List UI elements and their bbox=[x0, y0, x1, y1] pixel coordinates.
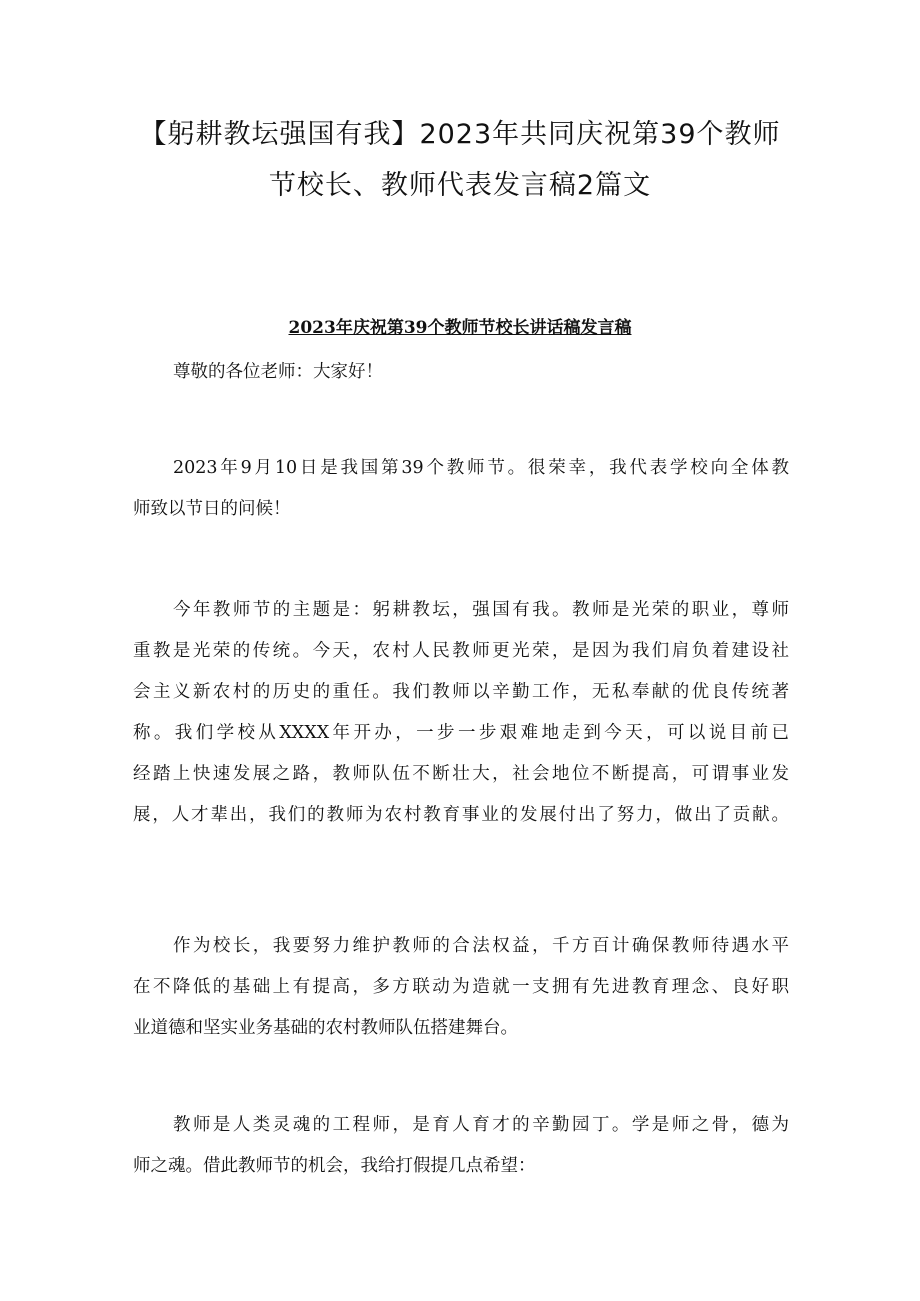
section-heading: 2023年庆祝第39个教师节校长讲话稿发言稿 bbox=[288, 318, 632, 338]
paragraph-line: 重教是光荣的传统。今天，农村人民教师更光荣，是因为我们肩负着建设社 bbox=[133, 641, 789, 661]
document-title-line-1: 【躬耕教坛强国有我】2023年共同庆祝第39个教师 bbox=[139, 119, 781, 150]
greeting-paragraph bbox=[133, 352, 789, 393]
paragraph-line: 展，人才辈出，我们的教师为农村教育事业的发展付出了努力，做出了贡献。 bbox=[133, 805, 789, 825]
paragraph-line: 2023年9月10日是我国第39个教师节。很荣幸，我代表学校向全体教 bbox=[173, 458, 789, 478]
paragraph-line: 经踏上快速发展之路，教师队伍不断壮大，社会地位不断提高，可谓事业发 bbox=[133, 764, 789, 784]
paragraph-line: 今年教师节的主题是：躬耕教坛，强国有我。教师是光荣的职业，尊师 bbox=[173, 600, 789, 620]
paragraph-line: 师致以节日的问候！ bbox=[133, 499, 291, 519]
paragraph-4 bbox=[133, 1105, 789, 1187]
paragraph-line: 在不降低的基础上有提高，多方联动为造就一支拥有先进教育理念、良好职 bbox=[133, 977, 789, 997]
paragraph-line: 教师是人类灵魂的工程师，是育人育才的辛勤园丁。学是师之骨，德为 bbox=[173, 1115, 789, 1135]
paragraph-2 bbox=[133, 590, 789, 836]
paragraph-line: 会主义新农村的历史的重任。我们教师以辛勤工作，无私奉献的优良传统著 bbox=[133, 682, 789, 702]
document-title-line-2: 节校长、教师代表发言稿2篇文 bbox=[268, 170, 652, 201]
paragraph-line: 师之魂。借此教师节的机会，我给打假提几点希望： bbox=[133, 1156, 536, 1176]
paragraph-line: 业道德和坚实业务基础的农村教师队伍搭建舞台。 bbox=[133, 1018, 518, 1038]
paragraph-1 bbox=[133, 448, 789, 530]
greeting-text: 尊敬的各位老师：大家好！ bbox=[173, 362, 383, 382]
paragraph-line: 称。我们学校从XXXX年开办，一步一步艰难地走到今天，可以说目前已 bbox=[133, 723, 789, 743]
paragraph-3 bbox=[133, 926, 789, 1049]
paragraph-line: 作为校长，我要努力维护教师的合法权益，千方百计确保教师待遇水平 bbox=[173, 936, 789, 956]
